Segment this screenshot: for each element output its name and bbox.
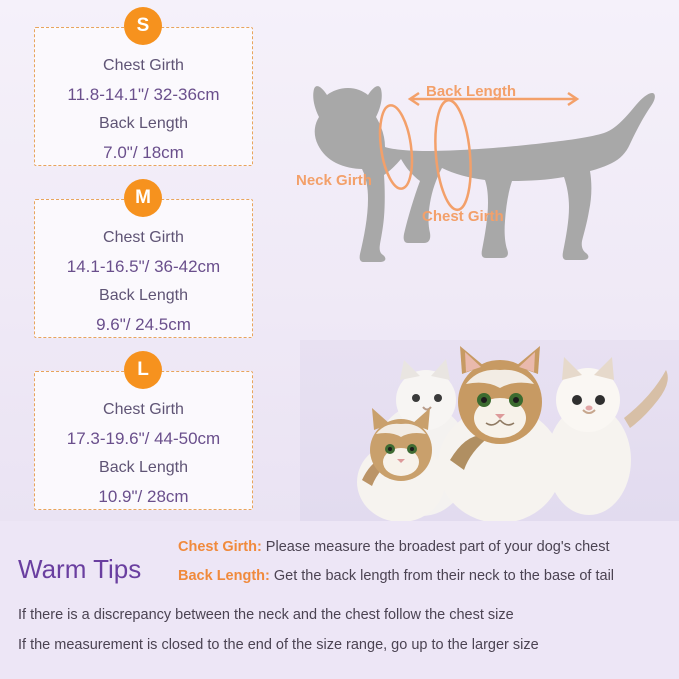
tip-note-2: If the measurement is closed to the end of the size range, go up to the larger size — [18, 637, 539, 653]
warm-tips-title: Warm Tips — [18, 554, 142, 584]
tip-back-length-text: Get the back length from their neck to the base of tail — [269, 568, 615, 584]
chest-girth-label: Chest Girth — [103, 401, 184, 418]
size-badge-medium: M — [124, 179, 162, 217]
tip-chest-girth-text: Please measure the broadest part of your dog's chest — [261, 539, 610, 555]
back-length-value: 9.6"/ 24.5cm — [96, 315, 191, 334]
back-length-label: Back Length — [99, 459, 188, 476]
size-badge-large: L — [124, 351, 162, 389]
size-card-large — [34, 371, 253, 510]
tip-back-length — [178, 568, 614, 584]
tip-note-1: If there is a discrepancy between the neck and the chest follow the chest size — [18, 607, 514, 623]
tip-back-length-key: Back Length: — [178, 568, 270, 584]
neck-girth-diagram-label: Neck Girth — [296, 172, 372, 189]
chest-girth-value: 11.8-14.1"/ 32-36cm — [67, 85, 220, 104]
back-length-label: Back Length — [99, 115, 188, 132]
tip-chest-girth — [178, 539, 610, 555]
chest-girth-diagram-label: Chest Girth — [422, 208, 504, 225]
chest-girth-value: 14.1-16.5"/ 36-42cm — [66, 257, 221, 276]
kittens-photo — [300, 340, 679, 521]
chest-girth-label: Chest Girth — [103, 229, 184, 246]
back-length-diagram-label: Back Length — [426, 83, 517, 100]
back-length-value: 7.0"/ 18cm — [103, 143, 184, 162]
warm-tips-section — [0, 521, 679, 679]
chest-girth-label: Chest Girth — [103, 57, 184, 74]
size-badge-small: S — [124, 7, 162, 45]
cat-measurement-diagram — [286, 55, 671, 285]
back-length-value: 10.9"/ 28cm — [98, 487, 189, 506]
back-length-label: Back Length — [99, 287, 188, 304]
chest-girth-value: 17.3-19.6"/ 44-50cm — [66, 429, 221, 448]
size-card-small — [34, 27, 253, 166]
size-card-medium — [34, 199, 253, 338]
tip-chest-girth-key: Chest Girth: — [178, 539, 262, 555]
